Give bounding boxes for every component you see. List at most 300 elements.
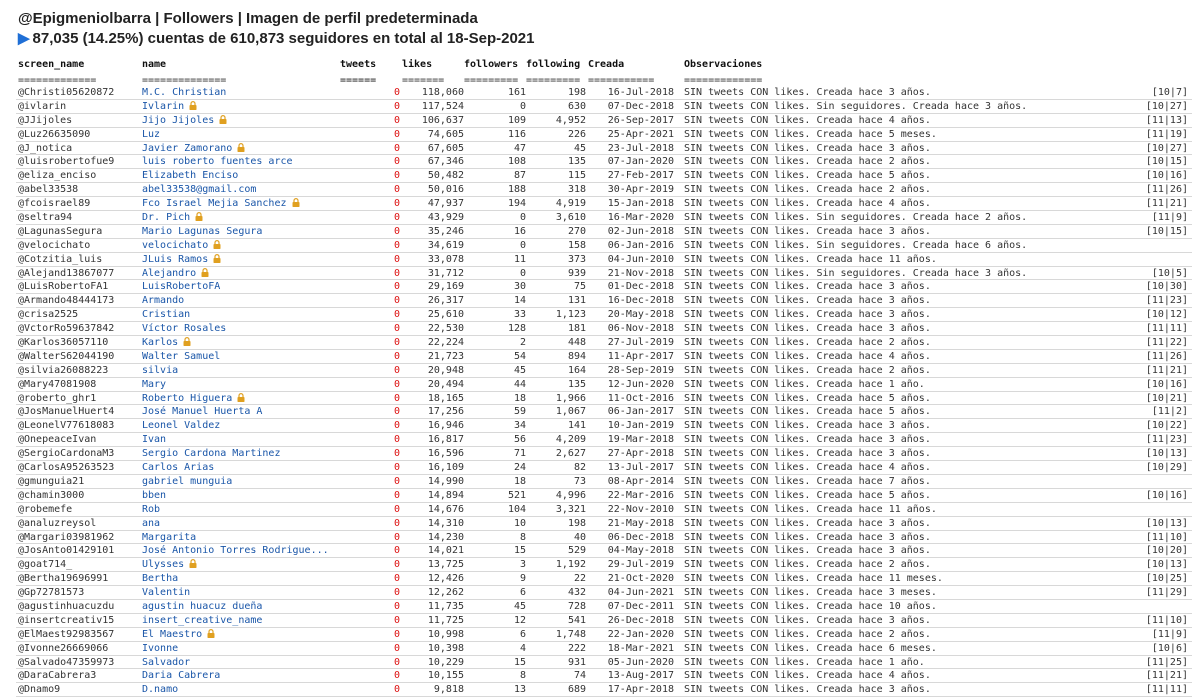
cell-name-text[interactable]: Carlos Arias: [142, 462, 215, 474]
cell-code-text: [11|19]: [1145, 128, 1188, 140]
col-header-tweets[interactable]: tweets: [340, 59, 377, 70]
cell-created-text: 04-May-2018: [607, 545, 674, 557]
cell-screen-name-text[interactable]: @DaraCabrera3: [18, 670, 97, 682]
col-header-name[interactable]: name: [142, 59, 167, 70]
cell-followers-text: 6: [519, 587, 526, 599]
cell-screen-name-text[interactable]: @JJijoles: [18, 114, 73, 126]
cell-screen-name[interactable]: [18, 517, 140, 531]
cell-following: [526, 447, 586, 461]
cell-notes-text: SIN tweets CON likes. Creada hace 1 año.: [684, 656, 925, 668]
cell-followers: [464, 267, 526, 281]
cell-screen-name[interactable]: [18, 544, 140, 558]
cell-followers-text: 33: [513, 309, 526, 321]
table-row[interactable]: [16, 447, 1192, 461]
cell-screen-name-text[interactable]: @Dnamo9: [18, 684, 61, 696]
cell-name[interactable]: [142, 239, 338, 253]
cell-followers-text: 2: [519, 337, 526, 349]
table-row[interactable]: [16, 197, 1192, 211]
cell-likes: [400, 683, 464, 697]
cell-name[interactable]: [142, 308, 338, 322]
cell-name[interactable]: [142, 503, 338, 517]
cell-screen-name[interactable]: [18, 405, 140, 419]
cell-code-text: [11|11]: [1145, 323, 1188, 335]
table-row[interactable]: [16, 100, 1192, 114]
cell-name-text[interactable]: Karlos: [142, 337, 179, 349]
cell-name-text[interactable]: Ivan: [142, 434, 167, 446]
cell-screen-name-text[interactable]: @Christi05620872: [18, 87, 115, 98]
cell-screen-name-text[interactable]: @LeonelV77618083: [18, 420, 115, 432]
cell-followers: [464, 503, 526, 517]
cell-name-text[interactable]: agustin huacuz dueña: [142, 600, 263, 612]
cell-screen-name[interactable]: [18, 267, 140, 281]
cell-screen-name[interactable]: [18, 114, 140, 128]
cell-name-text[interactable]: LuisRobertoFA: [142, 281, 221, 293]
table-row[interactable]: [16, 378, 1192, 392]
cell-likes: [400, 280, 464, 294]
table-row[interactable]: [16, 86, 1192, 100]
cell-name[interactable]: [142, 558, 338, 572]
cell-followers-text: 194: [507, 198, 526, 210]
cell-likes: [400, 614, 464, 628]
cell-screen-name[interactable]: [18, 447, 140, 461]
cell-likes: [400, 517, 464, 531]
cell-screen-name[interactable]: [18, 128, 140, 142]
cell-screen-name[interactable]: [18, 378, 140, 392]
cell-screen-name[interactable]: [18, 169, 140, 183]
cell-name-text[interactable]: Cristian: [142, 309, 191, 321]
cell-screen-name[interactable]: [18, 669, 140, 683]
cell-name-text[interactable]: Armando: [142, 295, 185, 307]
cell-screen-name[interactable]: [18, 642, 140, 656]
cell-tweets: [338, 100, 400, 114]
cell-code: [1124, 433, 1188, 447]
cell-screen-name-text[interactable]: @goat714_: [18, 559, 73, 571]
cell-followers-text: 54: [513, 350, 526, 362]
cell-followers-text: 104: [507, 503, 526, 515]
cell-screen-name-text[interactable]: @crisa2525: [18, 309, 79, 321]
cell-name[interactable]: [142, 683, 338, 697]
cell-screen-name[interactable]: [18, 475, 140, 489]
cell-name[interactable]: [142, 419, 338, 433]
table-row[interactable]: [16, 669, 1192, 683]
cell-screen-name-text[interactable]: @Armando48444173: [18, 295, 115, 307]
col-header-followers[interactable]: followers: [464, 59, 519, 70]
cell-name-text[interactable]: José Antonio Torres Rodrigue...: [142, 545, 329, 557]
cell-likes-text: 9,818: [433, 684, 464, 696]
cell-name[interactable]: [142, 600, 338, 614]
cell-name[interactable]: [142, 628, 338, 642]
cell-name-text[interactable]: Ulysses: [142, 559, 185, 571]
cell-likes-text: 29,169: [427, 281, 464, 293]
cell-screen-name[interactable]: [18, 183, 140, 197]
table-row[interactable]: [16, 280, 1192, 294]
cell-screen-name[interactable]: [18, 197, 140, 211]
cell-name-text[interactable]: Ivonne: [142, 642, 179, 654]
cell-name[interactable]: [142, 322, 338, 336]
cell-screen-name-text[interactable]: @JosAnto01429101: [18, 545, 115, 557]
cell-screen-name[interactable]: [18, 350, 140, 364]
cell-screen-name[interactable]: [18, 600, 140, 614]
cell-created: [588, 294, 674, 308]
table-row[interactable]: [16, 572, 1192, 586]
cell-name[interactable]: [142, 155, 338, 169]
cell-screen-name[interactable]: [18, 308, 140, 322]
cell-screen-name-text[interactable]: @Ivonne26669066: [18, 642, 109, 654]
cell-screen-name-text[interactable]: @VctorRo59637842: [18, 323, 115, 335]
cell-screen-name-text[interactable]: @CarlosA95263523: [18, 462, 115, 474]
table-row[interactable]: [16, 239, 1192, 253]
table-row[interactable]: [16, 461, 1192, 475]
cell-tweets-text: 0: [393, 170, 400, 182]
lock-icon: [189, 559, 197, 568]
table-row[interactable]: [16, 544, 1192, 558]
cell-name-text[interactable]: Ivlarin: [142, 100, 185, 112]
table-row[interactable]: [16, 169, 1192, 183]
cell-screen-name[interactable]: [18, 280, 140, 294]
cell-likes: [400, 669, 464, 683]
table-row[interactable]: [16, 614, 1192, 628]
cell-likes: [400, 142, 464, 156]
cell-created: [588, 86, 674, 100]
cell-screen-name-text[interactable]: @roberto_ghr1: [18, 392, 97, 404]
cell-name[interactable]: [142, 447, 338, 461]
cell-name[interactable]: [142, 586, 338, 600]
cell-screen-name[interactable]: [18, 614, 140, 628]
cell-notes-text: SIN tweets CON likes. Sin seguidores. Creada hace 3 años.: [684, 100, 1028, 112]
cell-name-text[interactable]: Javier Zamorano: [142, 142, 233, 154]
cell-code-text: [10|22]: [1145, 420, 1188, 432]
cell-screen-name-text[interactable]: @Luz26635090: [18, 128, 91, 140]
cell-screen-name[interactable]: [18, 239, 140, 253]
cell-screen-name-text[interactable]: @gmunguia21: [18, 475, 85, 487]
table-row[interactable]: [16, 642, 1192, 656]
cell-screen-name-text[interactable]: @eliza_enciso: [18, 170, 97, 182]
cell-likes-text: 21,723: [427, 350, 464, 362]
cell-name[interactable]: [142, 128, 338, 142]
col-header-following[interactable]: following: [526, 59, 581, 70]
cell-screen-name-text[interactable]: @silvia26088223: [18, 364, 109, 376]
cell-screen-name-text[interactable]: @robemefe: [18, 503, 73, 515]
cell-screen-name[interactable]: [18, 364, 140, 378]
cell-name[interactable]: [142, 100, 338, 114]
cell-tweets-text: 0: [393, 656, 400, 668]
cell-code: [1124, 392, 1188, 406]
cell-notes: [684, 461, 1124, 475]
cell-notes: [684, 169, 1124, 183]
cell-name-text[interactable]: Fco Israel Mejia Sanchez: [142, 198, 287, 210]
table-row[interactable]: [16, 683, 1192, 697]
cell-name[interactable]: [142, 294, 338, 308]
cell-screen-name-text[interactable]: @ElMaest92983567: [18, 628, 115, 640]
table-row[interactable]: [16, 531, 1192, 545]
table-row[interactable]: [16, 253, 1192, 267]
cell-name[interactable]: [142, 531, 338, 545]
cell-name-text[interactable]: Bertha: [142, 573, 179, 585]
cell-name[interactable]: [142, 336, 338, 350]
cell-screen-name-text[interactable]: @abel33538: [18, 184, 79, 196]
cell-likes-text: 26,317: [427, 295, 464, 307]
cell-screen-name-text[interactable]: @LagunasSegura: [18, 225, 103, 237]
table-row[interactable]: [16, 600, 1192, 614]
cell-name-text[interactable]: Mario Lagunas Segura: [142, 225, 263, 237]
cell-following-text: 45: [573, 142, 586, 154]
cell-following: [526, 294, 586, 308]
cell-followers-text: 0: [519, 212, 526, 224]
cell-following-text: 4,996: [555, 489, 586, 501]
cell-name-text[interactable]: Dr. Pich: [142, 212, 191, 224]
cell-name[interactable]: [142, 656, 338, 670]
cell-created: [588, 239, 674, 253]
cell-name[interactable]: [142, 461, 338, 475]
cell-screen-name-text[interactable]: @analuzreysol: [18, 517, 97, 529]
cell-code-text: [11|13]: [1145, 114, 1188, 126]
cell-name[interactable]: [142, 475, 338, 489]
cell-code: [1124, 447, 1188, 461]
cell-name[interactable]: [142, 183, 338, 197]
table-row[interactable]: [16, 419, 1192, 433]
cell-name[interactable]: [142, 142, 338, 156]
cell-name-text[interactable]: gabriel munguia: [142, 475, 233, 487]
cell-notes-text: SIN tweets CON likes. Creada hace 2 años.: [684, 337, 931, 349]
cell-name-text[interactable]: ana: [142, 517, 161, 529]
cell-screen-name-text[interactable]: @Cotzitia_luis: [18, 253, 103, 265]
cell-screen-name[interactable]: [18, 211, 140, 225]
cell-name-text[interactable]: El Maestro: [142, 628, 203, 640]
table-row[interactable]: [16, 558, 1192, 572]
cell-screen-name-text[interactable]: @Mary47081908: [18, 378, 97, 390]
cell-name-text[interactable]: Alejandro: [142, 267, 197, 279]
cell-name[interactable]: [142, 572, 338, 586]
cell-screen-name-text[interactable]: @JosManuelHuert4: [18, 406, 115, 418]
cell-name-text[interactable]: Leonel Valdez: [142, 420, 221, 432]
table-row[interactable]: [16, 489, 1192, 503]
col-header-notes[interactable]: Observaciones: [684, 59, 763, 70]
cell-name-text[interactable]: insert_creative_name: [142, 614, 263, 626]
cell-screen-name-text[interactable]: @Margari03981962: [18, 531, 115, 543]
cell-name-text[interactable]: M.C. Christian: [142, 87, 227, 98]
table-row[interactable]: [16, 114, 1192, 128]
cell-name-text[interactable]: Valentin: [142, 587, 191, 599]
cell-followers-text: 34: [513, 420, 526, 432]
cell-notes-text: SIN tweets CON likes. Creada hace 5 años.: [684, 392, 931, 404]
table-row[interactable]: [16, 405, 1192, 419]
cell-screen-name-text[interactable]: @chamin3000: [18, 489, 85, 501]
cell-screen-name[interactable]: [18, 656, 140, 670]
table-row[interactable]: [16, 364, 1192, 378]
cell-name[interactable]: [142, 211, 338, 225]
cell-code-text: [11|26]: [1145, 350, 1188, 362]
table-row[interactable]: [16, 586, 1192, 600]
cell-screen-name[interactable]: [18, 253, 140, 267]
cell-name[interactable]: [142, 364, 338, 378]
cell-name[interactable]: [142, 86, 338, 100]
cell-name-text[interactable]: silvia: [142, 364, 179, 376]
cell-screen-name[interactable]: [18, 419, 140, 433]
cell-screen-name[interactable]: [18, 392, 140, 406]
table-row[interactable]: [16, 503, 1192, 517]
table-row[interactable]: [16, 517, 1192, 531]
cell-tweets: [338, 600, 400, 614]
cell-likes-text: 34,619: [427, 239, 464, 251]
cell-screen-name[interactable]: [18, 225, 140, 239]
cell-screen-name[interactable]: [18, 489, 140, 503]
cell-code: [1124, 114, 1188, 128]
cell-notes-text: SIN tweets CON likes. Creada hace 2 años.: [684, 184, 931, 196]
cell-screen-name-text[interactable]: @ivlarin: [18, 100, 67, 112]
cell-name[interactable]: [142, 114, 338, 128]
cell-screen-name-text[interactable]: @insertcreativ15: [18, 614, 115, 626]
cell-tweets: [338, 517, 400, 531]
table-row[interactable]: [16, 183, 1192, 197]
table-row[interactable]: [16, 433, 1192, 447]
cell-name[interactable]: [142, 197, 338, 211]
table-row[interactable]: [16, 294, 1192, 308]
col-header-screen-name[interactable]: screen_name: [18, 59, 85, 70]
col-header-likes[interactable]: likes: [402, 59, 433, 70]
cell-followers-text: 30: [513, 281, 526, 293]
cell-name-text[interactable]: Rob: [142, 503, 161, 515]
cell-screen-name[interactable]: [18, 572, 140, 586]
cell-screen-name-text[interactable]: @Alejand13867077: [18, 267, 115, 279]
cell-code-text: [10|5]: [1151, 267, 1188, 279]
table-row[interactable]: [16, 392, 1192, 406]
cell-name-text[interactable]: bben: [142, 489, 167, 501]
cell-name-text[interactable]: Walter Samuel: [142, 350, 221, 362]
cell-screen-name[interactable]: [18, 336, 140, 350]
cell-screen-name-text[interactable]: @Salvado47359973: [18, 656, 115, 668]
cell-notes-text: SIN tweets CON likes. Creada hace 3 años.: [684, 448, 931, 460]
cell-name[interactable]: [142, 392, 338, 406]
cell-screen-name[interactable]: [18, 461, 140, 475]
cell-name-text[interactable]: JLuis Ramos: [142, 253, 209, 265]
cell-name-text[interactable]: Roberto Higuera: [142, 392, 233, 404]
cell-name-text[interactable]: Jijo Jijoles: [142, 114, 215, 126]
cell-name-text[interactable]: José Manuel Huerta A: [142, 406, 263, 418]
cell-name[interactable]: [142, 169, 338, 183]
table-row[interactable]: [16, 322, 1192, 336]
cell-name-text[interactable]: luis roberto fuentes arce: [142, 156, 293, 168]
table-row[interactable]: [16, 211, 1192, 225]
cell-name-text[interactable]: D.namo: [142, 684, 179, 696]
cell-created-text: 25-Apr-2021: [607, 128, 674, 140]
cell-screen-name-text[interactable]: @OnepeaceIvan: [18, 434, 97, 446]
cell-screen-name-text[interactable]: @WalterS62044190: [18, 350, 115, 362]
table-row[interactable]: [16, 142, 1192, 156]
cell-screen-name[interactable]: [18, 558, 140, 572]
cell-notes: [684, 447, 1124, 461]
cell-tweets: [338, 142, 400, 156]
cell-followers-text: 56: [513, 434, 526, 446]
cell-name[interactable]: [142, 517, 338, 531]
cell-name-text[interactable]: velocichato: [142, 239, 209, 251]
cell-name-text[interactable]: Sergio Cardona Martinez: [142, 448, 281, 460]
cell-likes: [400, 531, 464, 545]
cell-notes-text: SIN tweets CON likes. Creada hace 2 años.: [684, 559, 931, 571]
cell-name-text[interactable]: Salvador: [142, 656, 191, 668]
cell-screen-name-text[interactable]: @J_notica: [18, 142, 73, 154]
cell-name-text[interactable]: Luz: [142, 128, 161, 140]
cell-screen-name[interactable]: [18, 628, 140, 642]
cell-screen-name-text[interactable]: @fcoisrael89: [18, 198, 91, 210]
cell-name[interactable]: [142, 378, 338, 392]
cell-screen-name[interactable]: [18, 683, 140, 697]
cell-created-text: 04-Jun-2021: [607, 587, 674, 599]
cell-screen-name-text[interactable]: @agustinhuacuzdu: [18, 600, 115, 612]
cell-name[interactable]: [142, 253, 338, 267]
table-row[interactable]: [16, 656, 1192, 670]
cell-name[interactable]: [142, 544, 338, 558]
cell-screen-name[interactable]: [18, 503, 140, 517]
cell-notes-text: SIN tweets CON likes. Creada hace 3 años.: [684, 420, 931, 432]
cell-screen-name[interactable]: [18, 586, 140, 600]
table-row[interactable]: [16, 128, 1192, 142]
cell-name[interactable]: [142, 280, 338, 294]
cell-code: [1124, 183, 1188, 197]
cell-screen-name-text[interactable]: @Gp72781573: [18, 587, 85, 599]
table-row[interactable]: [16, 628, 1192, 642]
cell-name[interactable]: [142, 405, 338, 419]
cell-screen-name-text[interactable]: @luisrobertofue9: [18, 156, 115, 168]
cell-likes: [400, 392, 464, 406]
table-row[interactable]: [16, 350, 1192, 364]
cell-code: [1124, 364, 1188, 378]
cell-name[interactable]: [142, 267, 338, 281]
cell-name[interactable]: [142, 225, 338, 239]
cell-screen-name[interactable]: [18, 433, 140, 447]
cell-created: [588, 155, 674, 169]
cell-name-text[interactable]: abel33538@gmail.com: [142, 184, 257, 196]
cell-screen-name-text[interactable]: @velocichato: [18, 239, 91, 251]
cell-code-text: [10|13]: [1145, 448, 1188, 460]
table-row[interactable]: [16, 336, 1192, 350]
table-row[interactable]: [16, 475, 1192, 489]
cell-code: [1124, 308, 1188, 322]
cell-screen-name[interactable]: [18, 294, 140, 308]
cell-screen-name-text[interactable]: @SergioCardonaM3: [18, 448, 115, 460]
cell-screen-name-text[interactable]: @seltra94: [18, 212, 73, 224]
cell-name[interactable]: [142, 642, 338, 656]
table-row[interactable]: [16, 308, 1192, 322]
cell-screen-name-text[interactable]: @Karlos36057110: [18, 337, 109, 349]
cell-name[interactable]: [142, 614, 338, 628]
cell-name-text[interactable]: Elizabeth Enciso: [142, 170, 239, 182]
table-row[interactable]: [16, 155, 1192, 169]
cell-name-text[interactable]: Víctor Rosales: [142, 323, 227, 335]
col-header-created[interactable]: Creada: [588, 59, 625, 70]
table-row[interactable]: [16, 267, 1192, 281]
cell-name-text[interactable]: Daria Cabrera: [142, 670, 221, 682]
cell-screen-name[interactable]: [18, 531, 140, 545]
cell-name[interactable]: [142, 489, 338, 503]
cell-followers-text: 15: [513, 656, 526, 668]
cell-name[interactable]: [142, 350, 338, 364]
cell-screen-name[interactable]: [18, 86, 140, 100]
cell-name-text[interactable]: Mary: [142, 378, 167, 390]
cell-following-text: 1,748: [555, 628, 586, 640]
cell-name[interactable]: [142, 669, 338, 683]
cell-screen-name-text[interactable]: @Bertha19696991: [18, 573, 109, 585]
cell-following: [526, 308, 586, 322]
cell-name[interactable]: [142, 433, 338, 447]
cell-notes-text: SIN tweets CON likes. Sin seguidores. Creada hace 2 años.: [684, 212, 1028, 224]
cell-screen-name-text[interactable]: @LuisRobertoFA1: [18, 281, 109, 293]
cell-name-text[interactable]: Margarita: [142, 531, 197, 543]
cell-screen-name[interactable]: [18, 322, 140, 336]
cell-screen-name[interactable]: [18, 142, 140, 156]
cell-screen-name[interactable]: [18, 155, 140, 169]
table-row[interactable]: [16, 225, 1192, 239]
cell-screen-name[interactable]: [18, 100, 140, 114]
